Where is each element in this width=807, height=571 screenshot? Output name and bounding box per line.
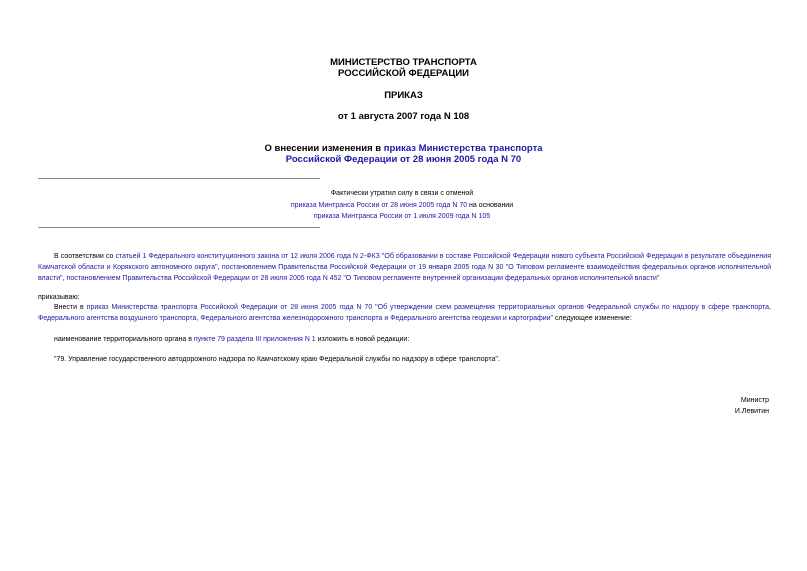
status-note bbox=[200, 188, 604, 223]
order-item-paragraph bbox=[38, 302, 771, 324]
status-note-between: на основании bbox=[467, 201, 514, 209]
document-title-line-2 bbox=[0, 154, 807, 165]
document-date-number: от 1 августа 2007 года N 108 bbox=[337, 111, 470, 122]
order-item-text-1: Внести в bbox=[54, 304, 87, 311]
order-item-link[interactable]: приказ Министерства транспорта Российской Федерации от 28 июня 2005 года N 70 "Об утверждении схем размещения территориальных органов Федеральной службы по надзору в сфере транспорта, Федерального агентства воздушного транспорта, Федерального агентства железнодорожного транспорта и Федерального агентства геодезии и картографии" bbox=[38, 304, 771, 322]
change-paragraph bbox=[54, 334, 409, 345]
status-note-line-2 bbox=[200, 200, 604, 212]
status-note-line-3 bbox=[200, 211, 604, 223]
change-link[interactable]: пункте 79 раздела III приложения N 1 bbox=[193, 336, 316, 343]
title-link-line-2[interactable]: Российской Федерации от 28 июня 2005 года N 70 bbox=[285, 154, 522, 165]
document-type: ПРИКАЗ bbox=[384, 90, 423, 101]
preamble-text-2: , bbox=[217, 264, 222, 271]
divider-bottom bbox=[38, 227, 320, 228]
status-note-link-2[interactable]: приказа Минтранса России от 1 июля 2009 года N 105 bbox=[313, 213, 491, 220]
preamble-text-1: В соответствии со bbox=[54, 253, 116, 260]
preamble-link-decree-452[interactable]: постановлением Правительства Российской Федерации от 28 июля 2005 года N 452 "О Типовом регламенте внутренней организации федеральных органов исполнительной власти" bbox=[66, 275, 660, 282]
status-note-link-1[interactable]: приказа Минтранса России от 28 июня 2005 года N 70 bbox=[290, 201, 468, 209]
order-item-text-2: следующее изменение: bbox=[553, 315, 632, 322]
new-text-paragraph: "79. Управление государственного автодорожного надзора по Камчатскому краю Федеральной службы по надзору в сфере транспорта". bbox=[54, 356, 500, 363]
signature-position: Министр bbox=[740, 397, 769, 404]
signature-name: И.Левитин bbox=[734, 408, 769, 415]
ministry-line-2: РОССИЙСКОЙ ФЕДЕРАЦИИ bbox=[337, 68, 469, 79]
document-title bbox=[0, 143, 807, 154]
preamble-link-law[interactable]: статьей 1 Федерального конституционного закона от 12 июля 2006 года N 2-ФКЗ "Об образовании в составе Российской Федерации нового субъекта Российской Федерации в результате объединения Камчатской области и Корякского автономного округа" bbox=[38, 253, 771, 271]
status-note-line-1: Фактически утратил силу в связи с отменой bbox=[330, 190, 474, 197]
divider-top bbox=[38, 178, 320, 179]
change-text-1: наименование территориального органа в bbox=[54, 336, 194, 343]
preamble-link-decree-30[interactable]: постановлением Правительства Российской Федерации от 19 января 2005 года N 30 "О Типовом регламенте взаимодействия федеральных органов исполнительной власти" bbox=[38, 264, 771, 282]
ministry-line-1: МИНИСТЕРСТВО ТРАНСПОРТА bbox=[330, 57, 477, 68]
preamble-text-3: , bbox=[62, 275, 67, 282]
change-text-2: изложить в новой редакции: bbox=[315, 336, 410, 343]
order-word: приказываю: bbox=[38, 294, 80, 301]
preamble-paragraph bbox=[38, 251, 771, 284]
title-prefix: О внесении изменения в bbox=[264, 143, 384, 154]
title-link-line-1[interactable]: приказ Министерства транспорта bbox=[383, 143, 543, 154]
